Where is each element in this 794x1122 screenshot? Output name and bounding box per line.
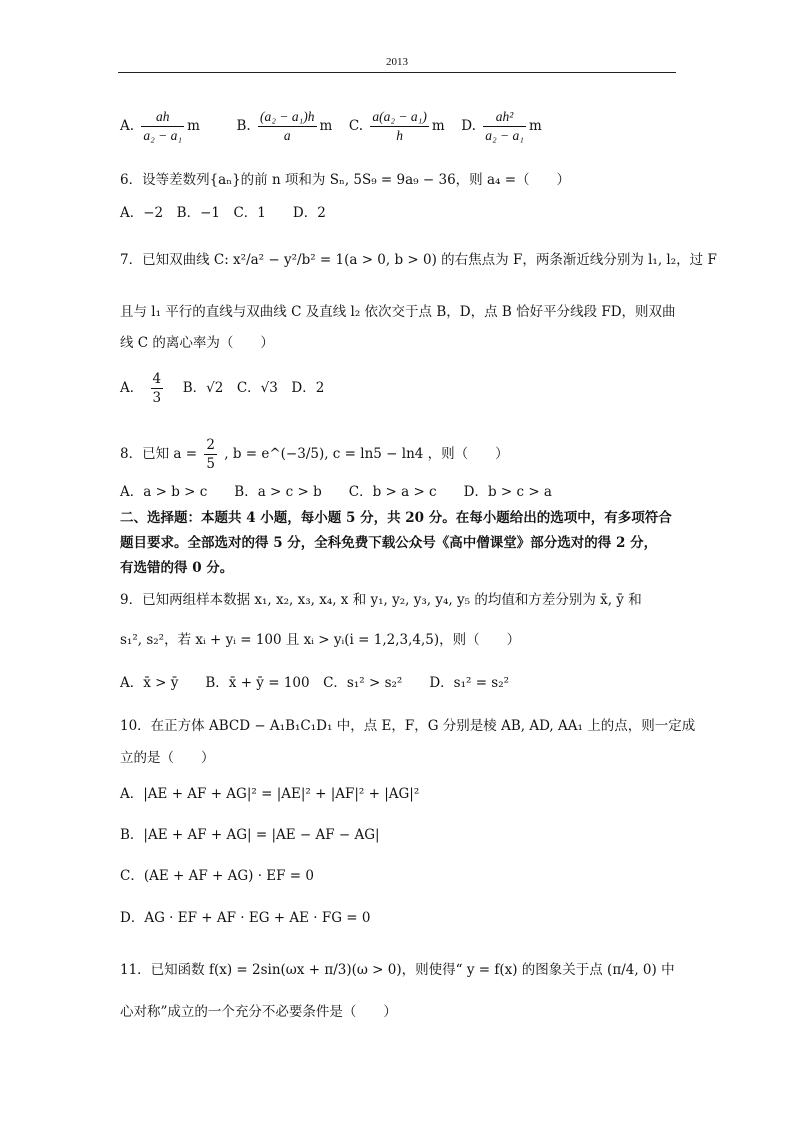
q6-stem: 6．设等差数列{aₙ}的前 n 项和为 Sₙ, 5S₉ = 9a₉ − 36，则 a₄ =（ ） (120, 172, 571, 188)
q5-d-unit: m (528, 118, 542, 134)
q5-c-denominator: h (370, 126, 429, 145)
q9-line-1: 9．已知两组样本数据 x₁, x₂, x₃, x₄, x 和 y₁, y₂, y₃, y₄, y₅ 的均值和方差分别为 x̄, ȳ 和 (120, 592, 642, 608)
q5-option-d-label: D. (461, 118, 476, 134)
q7-a-numerator: 4 (152, 371, 162, 387)
q5-b-denominator: a (258, 126, 317, 145)
q5-option-b-fraction (258, 108, 317, 145)
q5-c-numerator: a(a₂ − a₁) (372, 109, 427, 124)
q9-line-2: s₁², s₂²，若 xᵢ + yᵢ = 100 且 xᵢ > yᵢ(i = 1,2,3,4,5)，则（ ） (120, 632, 521, 648)
q5-a-unit: m (187, 118, 200, 134)
q5-option-d-fraction (483, 108, 526, 145)
q5-option-b-label: B. (236, 118, 251, 134)
q7-line-3: 线 C 的离心率为（ ） (120, 335, 274, 351)
q10-option-c: C．(AE + AF + AG) · EF = 0 (120, 868, 314, 884)
q7-a-denominator: 3 (152, 390, 162, 406)
q5-option-a-fraction (141, 108, 184, 145)
q5-options (120, 108, 542, 145)
q5-b-unit: m (319, 118, 333, 134)
header-rule (118, 72, 676, 73)
q5-a-numerator: ah (155, 109, 170, 124)
q7-option-a-label: A． (120, 380, 144, 396)
q9-options: A．x̄ > ȳ B．x̄ + ȳ = 100 C．s₁² > s₂² D．s₁² = s₂² (120, 675, 510, 691)
q8-stem-post: , b = e^(−3/5), c = ln5 − ln4 ，则（ ） (224, 446, 509, 462)
q11-line-2: 心对称”成立的一个充分不必要条件是（ ） (120, 1004, 397, 1020)
q5-option-a-label: A. (120, 118, 135, 134)
q5-a-denominator: a₂ − a₁ (143, 128, 183, 143)
q5-option-c-fraction (370, 108, 429, 145)
q8-a-denominator: 5 (206, 456, 215, 472)
section2-line-3: 有选错的得 0 分。 (120, 560, 234, 576)
section2-line-1: 二、选择题：本题共 4 小题，每小题 5 分，共 20 分。在每小题给出的选项中，有多项符合 (120, 510, 672, 526)
q10-option-b: B．|AE + AF + AG| = |AE − AF − AG| (120, 827, 380, 843)
q5-d-numerator: ah² (495, 109, 514, 124)
q10-option-a: A．|AE + AF + AG|² = |AE|² + |AF|² + |AG|² (120, 786, 420, 802)
section2-line-2: 题目要求。全部选对的得 5 分，全科免费下载公众号《高中僧课堂》部分选对的得 2 分， (120, 535, 658, 551)
q10-line-2: 立的是（ ） (120, 750, 215, 766)
q5-c-unit: m (431, 118, 445, 134)
q6-options: A．−2 B．−1 C．1 D．2 (120, 205, 326, 221)
q8-options: A．a > b > c B．a > c > b C．b > a > c D．b > c > a (120, 484, 552, 500)
q5-d-denominator: a₂ − a₁ (485, 128, 524, 143)
q8-a-numerator: 2 (206, 437, 215, 453)
q5-b-numerator: (a₂ − a₁)h (260, 109, 315, 124)
q10-line-1: 10．在正方体 ABCD − A₁B₁C₁D₁ 中，点 E，F，G 分别是棱 AB, AD, AA₁ 上的点，则一定成 (120, 718, 696, 734)
q7-line-1: 7．已知双曲线 C: x²/a² − y²/b² = 1(a > 0, b > 0) 的右焦点为 F，两条渐近线分别为 l₁, l₂，过 F (120, 252, 717, 268)
q10-option-d: D．AG · EF + AF · EG + AE · FG = 0 (120, 910, 371, 926)
q7-options (120, 370, 324, 407)
q7-option-a-fraction (151, 370, 164, 407)
q5-option-c-label: C. (348, 118, 364, 134)
q7-line-2: 且与 l₁ 平行的直线与双曲线 C 及直线 l₂ 依次交于点 B，D，点 B 恰好平分线段 FD，则双曲 (120, 304, 676, 320)
q11-line-1: 11．已知函数 f(x) = 2sin(ωx + π/3)(ω > 0)，则使得“ y = f(x) 的图象关于点 (π/4, 0) 中 (120, 962, 675, 978)
q7-options-rest: B．√2 C．√3 D．2 (182, 380, 325, 396)
page-header: 2013 (386, 56, 408, 68)
q8-stem-pre: 8．已知 a = (120, 446, 198, 462)
q8-a-fraction (204, 436, 217, 473)
q8-stem (120, 436, 509, 473)
